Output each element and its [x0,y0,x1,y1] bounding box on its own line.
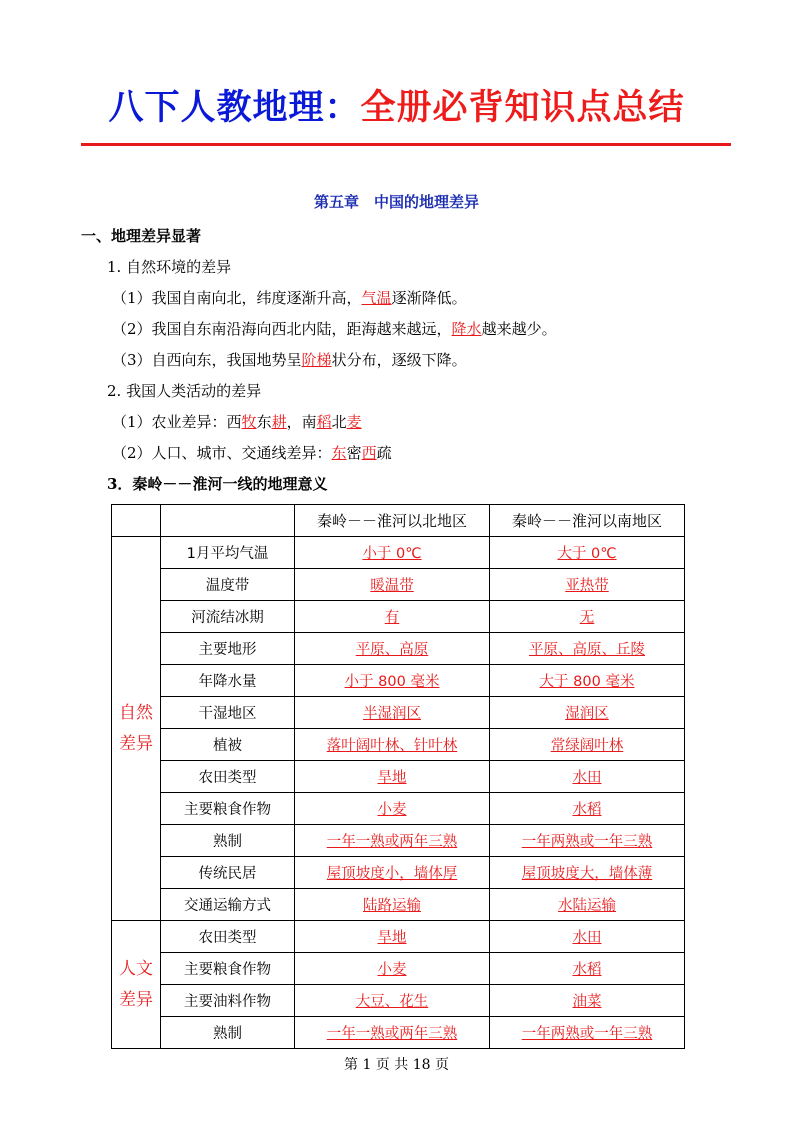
group-human [112,921,161,1049]
table-row [112,985,685,1017]
table-row [112,537,685,569]
table-row [112,697,685,729]
table-row [112,857,685,889]
table-row [112,729,685,761]
keyword: 耕 [271,413,287,431]
row-label: 年降水量 [161,665,295,697]
north-value: 有 [295,601,490,633]
group-label: 自然差异 [119,702,153,754]
table-row [112,921,685,953]
south-value: 一年两熟或一年三熟 [490,1017,685,1049]
group-natural [112,537,161,921]
table-row [112,601,685,633]
row-label: 主要粮食作物 [161,793,295,825]
south-value: 油菜 [490,985,685,1017]
south-value: 平原、高原、丘陵 [490,633,685,665]
row-label: 主要油料作物 [161,985,295,1017]
comparison-table [111,504,685,1049]
row-label: 熟制 [161,1017,295,1049]
text: 密 [346,444,362,462]
keyword: 阶梯 [301,351,332,369]
table-row [112,793,685,825]
title-part-2: 全册必背知识点总结 [360,88,685,128]
text: （1）我国自南向北，纬度逐渐升高， [112,289,362,307]
group-label: 人文差异 [119,958,153,1010]
row-label: 主要地形 [161,633,295,665]
header-south: 秦岭－－淮河以南地区 [490,505,685,537]
south-value: 水陆运输 [490,889,685,921]
south-value: 亚热带 [490,569,685,601]
north-value: 旱地 [295,921,490,953]
row-label: 交通运输方式 [161,889,295,921]
text: （1）农业差异：西 [112,413,242,431]
text: （3）自西向东，我国地势呈 [112,351,302,369]
text: （2）人口、城市、交通线差异： [112,444,332,462]
south-value: 常绿阔叶林 [490,729,685,761]
south-value: 屋顶坡度大，墙体薄 [490,857,685,889]
south-value: 水稻 [490,793,685,825]
subheading-qinling: 3．秦岭－－淮河一线的地理意义 [107,475,328,493]
table-row [112,825,685,857]
text: 疏 [376,444,392,462]
south-value: 一年两熟或一年三熟 [490,825,685,857]
north-value: 小于 800 毫米 [295,665,490,697]
point-population [112,442,392,463]
keyword: 麦 [346,413,362,431]
subheading-natural: 1. 自然环境的差异 [107,258,232,276]
south-value: 无 [490,601,685,633]
text: （2）我国自东南沿海向西北内陆，距海越来越远， [112,320,452,338]
north-value: 一年一熟或两年三熟 [295,825,490,857]
point-terrain [112,349,467,370]
north-value: 平原、高原 [295,633,490,665]
title-underline [81,143,731,146]
north-value: 陆路运输 [295,889,490,921]
table-row [112,1017,685,1049]
row-label: 1月平均气温 [161,537,295,569]
south-value: 大于 0℃ [490,537,685,569]
keyword: 东 [331,444,347,462]
north-value: 一年一熟或两年三熟 [295,1017,490,1049]
north-value: 暖温带 [295,569,490,601]
north-value: 小麦 [295,793,490,825]
row-label: 干湿地区 [161,697,295,729]
keyword: 稻 [316,413,332,431]
text: 逐渐降低。 [391,289,467,307]
page-number: 第 1 页 共 18 页 [344,1057,449,1073]
north-value: 小麦 [295,953,490,985]
subheading-human: 2. 我国人类活动的差异 [107,382,262,400]
header-north: 秦岭－－淮河以北地区 [295,505,490,537]
north-value: 旱地 [295,761,490,793]
text: 越来越少。 [481,320,557,338]
chapter-heading: 第五章 中国的地理差异 [313,193,479,211]
section-heading: 一、地理差异显著 [81,227,202,245]
north-value: 落叶阔叶林、针叶林 [295,729,490,761]
table-row [112,889,685,921]
south-value: 水田 [490,761,685,793]
south-value: 水稻 [490,953,685,985]
text: ，南 [286,413,317,431]
row-label: 温度带 [161,569,295,601]
point-precipitation [112,318,557,339]
keyword: 西 [361,444,377,462]
north-value: 半湿润区 [295,697,490,729]
text: 北 [331,413,347,431]
table-row [112,665,685,697]
corner-cell [112,505,161,537]
row-label: 传统民居 [161,857,295,889]
row-label: 农田类型 [161,921,295,953]
row-label: 熟制 [161,825,295,857]
corner-cell [161,505,295,537]
keyword: 降水 [451,320,482,338]
south-value: 水田 [490,921,685,953]
point-agriculture [112,411,362,432]
table-row [112,761,685,793]
table-header-row [112,505,685,537]
table-row [112,633,685,665]
text: 东 [256,413,272,431]
document-title [0,80,793,130]
row-label: 农田类型 [161,761,295,793]
south-value: 大于 800 毫米 [490,665,685,697]
row-label: 主要粮食作物 [161,953,295,985]
north-value: 小于 0℃ [295,537,490,569]
north-value: 屋顶坡度小，墙体厚 [295,857,490,889]
row-label: 植被 [161,729,295,761]
table-row [112,953,685,985]
title-part-1: 八下人教地理： [108,88,361,128]
keyword: 气温 [361,289,392,307]
table-row [112,569,685,601]
north-value: 大豆、花生 [295,985,490,1017]
point-temperature [112,287,467,308]
south-value: 湿润区 [490,697,685,729]
keyword: 牧 [241,413,257,431]
row-label: 河流结冰期 [161,601,295,633]
text: 状分布，逐级下降。 [331,351,467,369]
